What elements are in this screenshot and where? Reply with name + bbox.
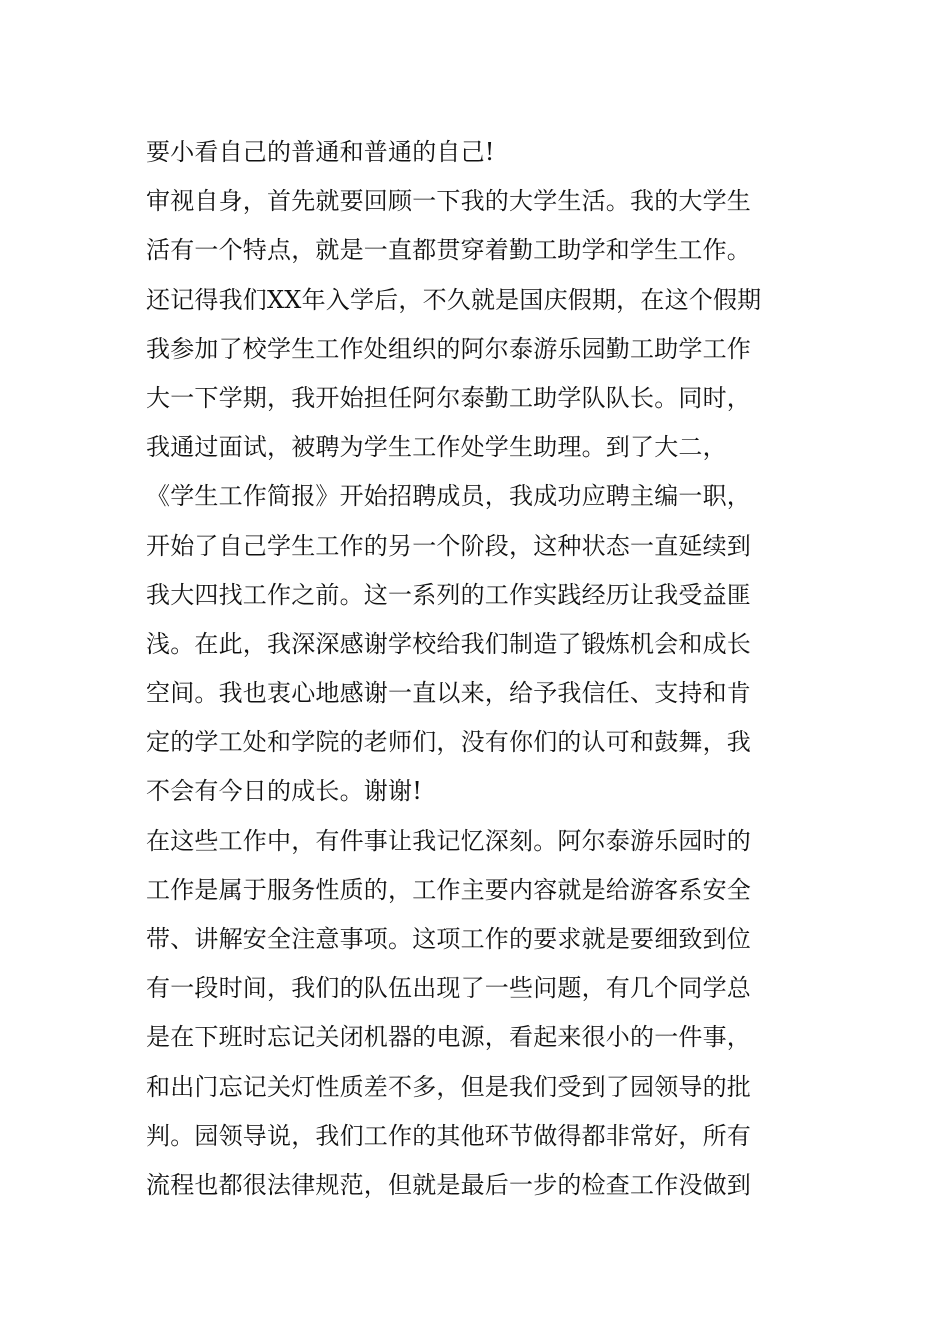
text-line-22: 流程也都很法律规范，但就是最后一步的检查工作没做到 xyxy=(146,1170,751,1199)
text-line-7: 我通过面试，被聘为学生工作处学生助理。到了大二， xyxy=(146,433,727,462)
text-line-8: 《学生工作简报》开始招聘成员，我成功应聘主编一职， xyxy=(146,482,751,511)
text-line-3: 活有一个特点，就是一直都贯穿着勤工助学和学生工作。 xyxy=(146,236,751,265)
text-line-1: 要小看自己的普通和普通的自己! xyxy=(146,138,495,166)
text-line-14: 不会有今日的成长。谢谢! xyxy=(146,777,423,806)
text-line-18: 有一段时间，我们的队伍出现了一些问题，有几个同学总 xyxy=(146,974,751,1003)
text-line-12: 空间。我也衷心地感谢一直以来，给予我信任、支持和肯 xyxy=(146,679,751,708)
body-text xyxy=(146,128,816,1210)
text-line-10: 我大四找工作之前。这一系列的工作实践经历让我受益匪 xyxy=(146,580,751,609)
text-line-4: 还记得我们XX年入学后，不久就是国庆假期，在这个假期 xyxy=(146,285,762,314)
text-line-21: 判。园领导说，我们工作的其他环节做得都非常好，所有 xyxy=(146,1121,751,1150)
text-line-9: 开始了自己学生工作的另一个阶段，这种状态一直延续到 xyxy=(146,531,751,560)
text-line-6: 大一下学期，我开始担任阿尔泰勤工助学队队长。同时， xyxy=(146,383,751,412)
text-line-15: 在这些工作中，有件事让我记忆深刻。阿尔泰游乐园时的 xyxy=(146,826,751,855)
text-line-16: 工作是属于服务性质的，工作主要内容就是给游客系安全 xyxy=(146,875,751,904)
text-line-13: 定的学工处和学院的老师们，没有你们的认可和鼓舞，我 xyxy=(146,728,751,757)
text-line-5: 我参加了校学生工作处组织的阿尔泰游乐园勤工助学工作 xyxy=(146,334,751,363)
text-line-2: 审视自身，首先就要回顾一下我的大学生活。我的大学生 xyxy=(146,187,751,216)
text-line-17: 带、讲解安全注意事项。这项工作的要求就是要细致到位 xyxy=(146,925,751,953)
text-line-11: 浅。在此，我深深感谢学校给我们制造了锻炼机会和成长 xyxy=(146,629,751,658)
text-line-19: 是在下班时忘记关闭机器的电源，看起来很小的一件事， xyxy=(146,1023,751,1052)
text-line-20: 和出门忘记关灯性质差不多，但是我们受到了园领导的批 xyxy=(146,1072,751,1101)
